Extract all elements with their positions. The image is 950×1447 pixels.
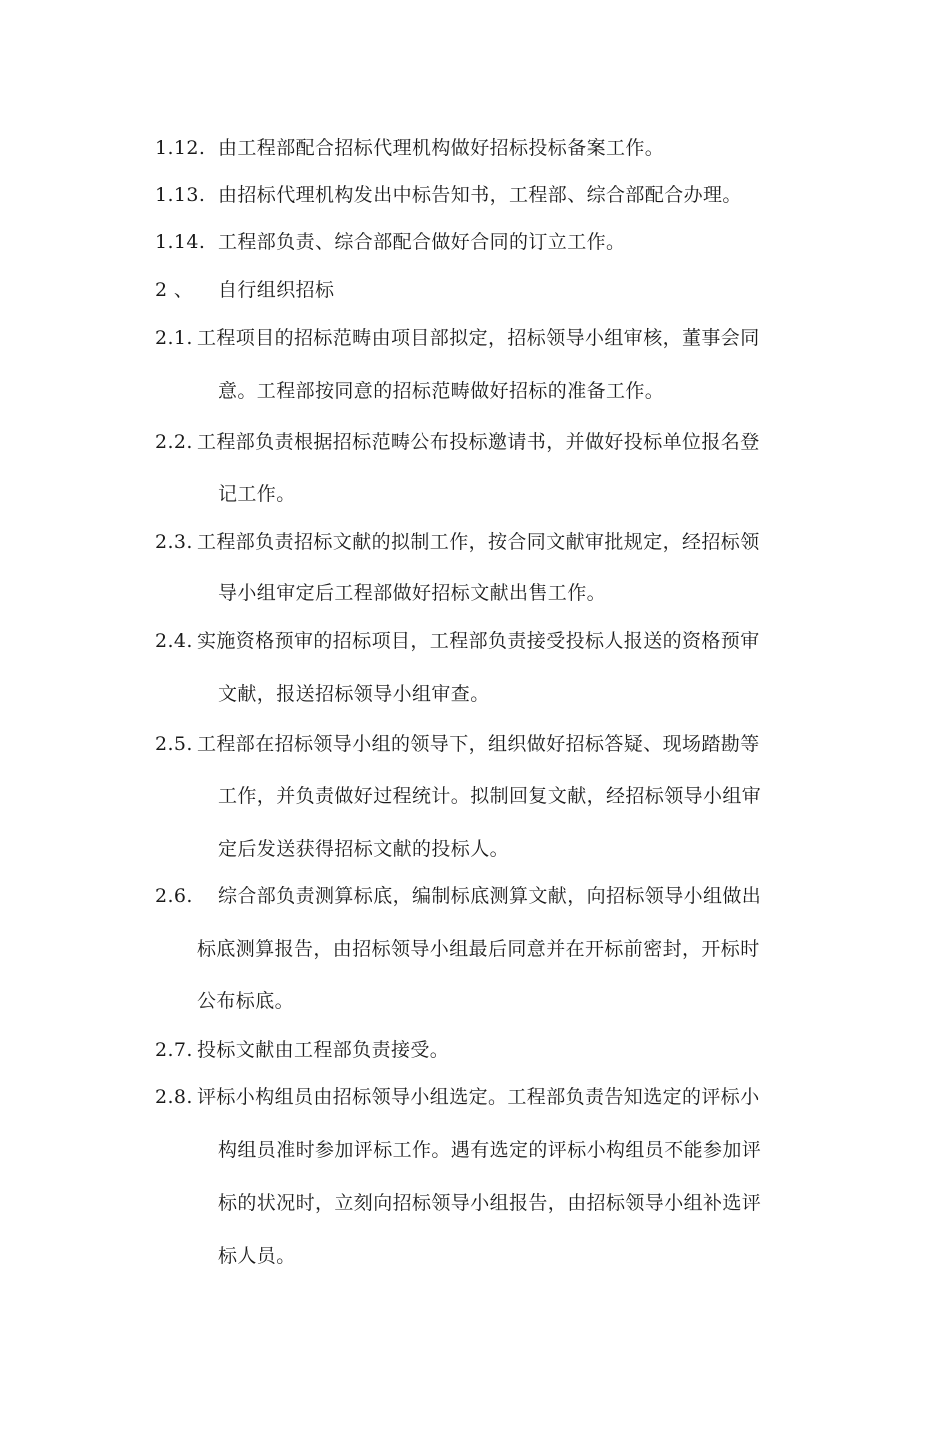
item-2-8 xyxy=(155,1084,760,1110)
item-text: 自行组织招标 xyxy=(218,279,335,301)
item-number: 2.5. xyxy=(155,733,193,755)
item-2-6-continued: 标底测算报告，由招标领导小组最后同意并在开标前密封，开标时 xyxy=(197,938,760,960)
item-2-1-continued: 意。工程部按同意的招标范畴做好招标的准备工作。 xyxy=(218,380,665,402)
item-2-3-continued: 导小组审定后工程部做好招标文献出售工作。 xyxy=(218,582,607,604)
item-number: 2.3. xyxy=(155,531,193,553)
item-number: 2.8. xyxy=(155,1086,193,1108)
item-1-14 xyxy=(155,229,625,255)
item-number: 1.14. xyxy=(155,231,206,253)
item-2-2 xyxy=(155,429,760,455)
item-2-3 xyxy=(155,529,760,555)
item-2-5 xyxy=(155,731,760,757)
item-number: 1.12. xyxy=(155,137,206,159)
item-text: 工程部在招标领导小组的领导下，组织做好招标答疑、现场踏勘等 xyxy=(197,733,760,755)
item-2-6 xyxy=(155,883,761,909)
item-text: 工程部负责招标文献的拟制工作，按合同文献审批规定，经招标领 xyxy=(197,531,760,553)
item-number: 2.1. xyxy=(155,327,193,349)
item-text: 工程部负责根据招标范畴公布投标邀请书，并做好投标单位报名登 xyxy=(197,431,760,453)
item-text: 由工程部配合招标代理机构做好招标投标备案工作。 xyxy=(218,137,665,159)
item-text: 工程项目的招标范畴由项目部拟定，招标领导小组审核，董事会同 xyxy=(197,327,760,349)
item-2-8-continued: 标的状况时，立刻向招标领导小组报告，由招标领导小组补选评 xyxy=(218,1192,762,1214)
item-number: 2.4. xyxy=(155,630,193,652)
item-number: 2.2. xyxy=(155,431,193,453)
item-2-5-continued: 工作，并负责做好过程统计。拟制回复文献，经招标领导小组审 xyxy=(218,785,762,807)
item-text: 由招标代理机构发出中标告知书，工程部、综合部配合办理。 xyxy=(218,184,742,206)
item-text: 工程部负责、综合部配合做好合同的订立工作。 xyxy=(218,231,626,253)
item-2-7 xyxy=(155,1037,449,1063)
section-2-heading xyxy=(155,277,334,303)
item-text: 综合部负责测算标底，编制标底测算文献，向招标领导小组做出 xyxy=(218,885,762,907)
item-text: 评标小构组员由招标领导小组选定。工程部负责告知选定的评标小 xyxy=(197,1086,760,1108)
item-number: 2.6. xyxy=(155,885,193,907)
item-number: 2 、 xyxy=(155,279,194,301)
item-2-6-continued: 公布标底。 xyxy=(197,990,295,1012)
item-2-4-continued: 文献，报送招标领导小组审查。 xyxy=(218,683,490,705)
item-2-8-continued: 标人员。 xyxy=(218,1245,296,1267)
item-2-5-continued: 定后发送获得招标文献的投标人。 xyxy=(218,838,510,860)
item-text: 投标文献由工程部负责接受。 xyxy=(197,1039,450,1061)
item-number: 1.13. xyxy=(155,184,206,206)
item-text: 实施资格预审的招标项目，工程部负责接受投标人报送的资格预审 xyxy=(197,630,760,652)
item-1-13 xyxy=(155,182,742,208)
item-2-2-continued: 记工作。 xyxy=(218,483,296,505)
item-2-4 xyxy=(155,628,760,654)
item-2-8-continued: 构组员准时参加评标工作。遇有选定的评标小构组员不能参加评 xyxy=(218,1139,762,1161)
item-2-1 xyxy=(155,325,760,351)
item-number: 2.7. xyxy=(155,1039,193,1061)
item-1-12 xyxy=(155,135,664,161)
